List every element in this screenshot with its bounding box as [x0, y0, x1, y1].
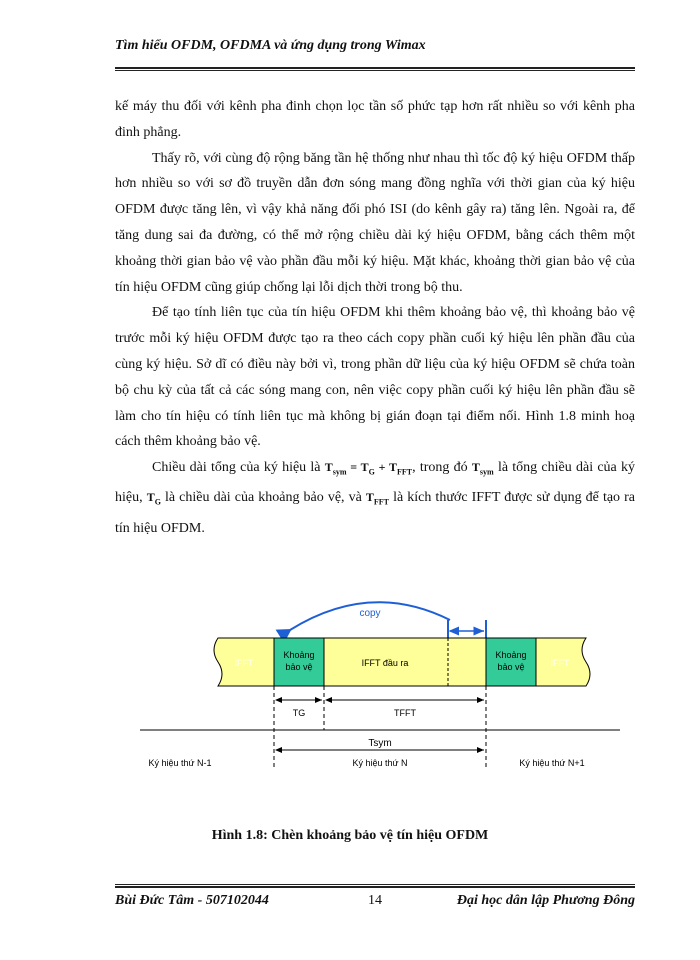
- p4-text-c: là tổng chiều dài của ký hiệu,: [115, 460, 635, 506]
- p4-text-e: là kích thước IFFT được sử dụng để tạo ra tín hiệu OFDM.: [115, 490, 635, 536]
- tfft-label: TFFT: [394, 708, 416, 718]
- guard-interval-figure: [140, 590, 620, 800]
- figure-caption: Hình 1.8: Chèn khoảng bảo vệ tín hiệu OFDM: [211, 828, 489, 843]
- guard-left-label-2: bảo vệ: [285, 662, 313, 672]
- page-number: 14: [368, 893, 382, 908]
- body-text: [115, 94, 635, 541]
- ifft-left-label: IFFT: [234, 658, 254, 668]
- guard-right-label-2: bảo vệ: [497, 662, 525, 672]
- paragraph-2: Thấy rõ, với cùng độ rộng băng tần hệ thống như nhau thì tốc độ ký hiệu OFDM thấp hơn nhiều so với sơ đồ truyền dẫn đơn sóng mang đồng nghĩa với thời gian của ký hiệu OFDM được tăng lên, vì vậy khả năng đối phó ISI (do kênh gây ra) tăng lên. Ngoài ra, để tăng dung sai đa đường, có thể mở rộng chiều dài ký hiệu OFDM, bằng cách thêm một khoảng thời gian bảo vệ vào phần đầu mỗi ký hiệu. Mặt khác, khoảng thời gian bảo vệ của tín hiệu OFDM cũng giúp chống lại lỗi dịch thời trong bộ thu.: [115, 150, 635, 295]
- paragraph-1: kế máy thu đối với kênh pha đinh chọn lọc tần số phức tạp hơn rất nhiều so với kênh pha đinh phẳng.: [115, 99, 635, 140]
- ifft-right-label: IFFT: [550, 658, 570, 668]
- symbol-tfft: $T_{FFT}$: [365, 490, 390, 507]
- tg-label: TG: [292, 708, 306, 718]
- paragraph-4: [115, 455, 635, 541]
- equation-tsym: $T_{sym} = T_G + T_{FFT}$: [324, 460, 413, 477]
- symbol-prev-label: Ký hiệu thứ N-1: [148, 758, 212, 768]
- ifft-output-label: IFFT đầu ra: [361, 658, 409, 668]
- symbol-current-label: Ký hiệu thứ N: [352, 758, 408, 768]
- copy-label: copy: [359, 608, 381, 619]
- paragraph-3: Để tạo tính liên tục của tín hiệu OFDM khi thêm khoảng bảo vệ, thì khoảng bảo vệ trước mỗi ký hiệu OFDM được tạo ra theo cách copy phần cuối ký hiệu lên phần đầu của cùng ký hiệu. Sở dĩ có điều này bởi vì, trong phần dữ liệu của ký hiệu OFDM sẽ chứa toàn bộ chu kỳ của tất cả các sóng mang con, nên việc copy phần cuối ký hiệu lên phần đầu sẽ làm cho tín hiệu có tính liên tục mà không bị gián đoạn tại điểm nối. Hình 1.8 minh hoạ cách thêm khoảng bảo vệ.: [115, 305, 635, 450]
- footer-author: Bùi Đức Tâm - 507102044: [115, 893, 269, 908]
- symbol-next-label: Ký hiệu thứ N+1: [519, 758, 585, 768]
- p4-text-a: Chiều dài tổng của ký hiệu là: [152, 460, 325, 476]
- footer-institution: Đại học dân lập Phương Đông: [456, 893, 635, 908]
- footer-rule: [115, 884, 635, 888]
- header-rule: [115, 67, 635, 71]
- page-header: Tìm hiểu OFDM, OFDMA và ứng dụng trong Wimax: [115, 38, 426, 53]
- symbol-tsym: $T_{sym}$: [471, 460, 494, 477]
- p4-text-d: là chiều dài của khoảng bảo vệ, và: [160, 490, 366, 506]
- p4-text-b: , trong đó: [412, 460, 472, 476]
- tsym-label: Tsym: [368, 738, 392, 749]
- guard-left-label-1: Khoảng: [283, 650, 315, 660]
- symbol-tg: $T_G$: [146, 490, 161, 507]
- guard-right-label-1: Khoảng: [495, 650, 527, 660]
